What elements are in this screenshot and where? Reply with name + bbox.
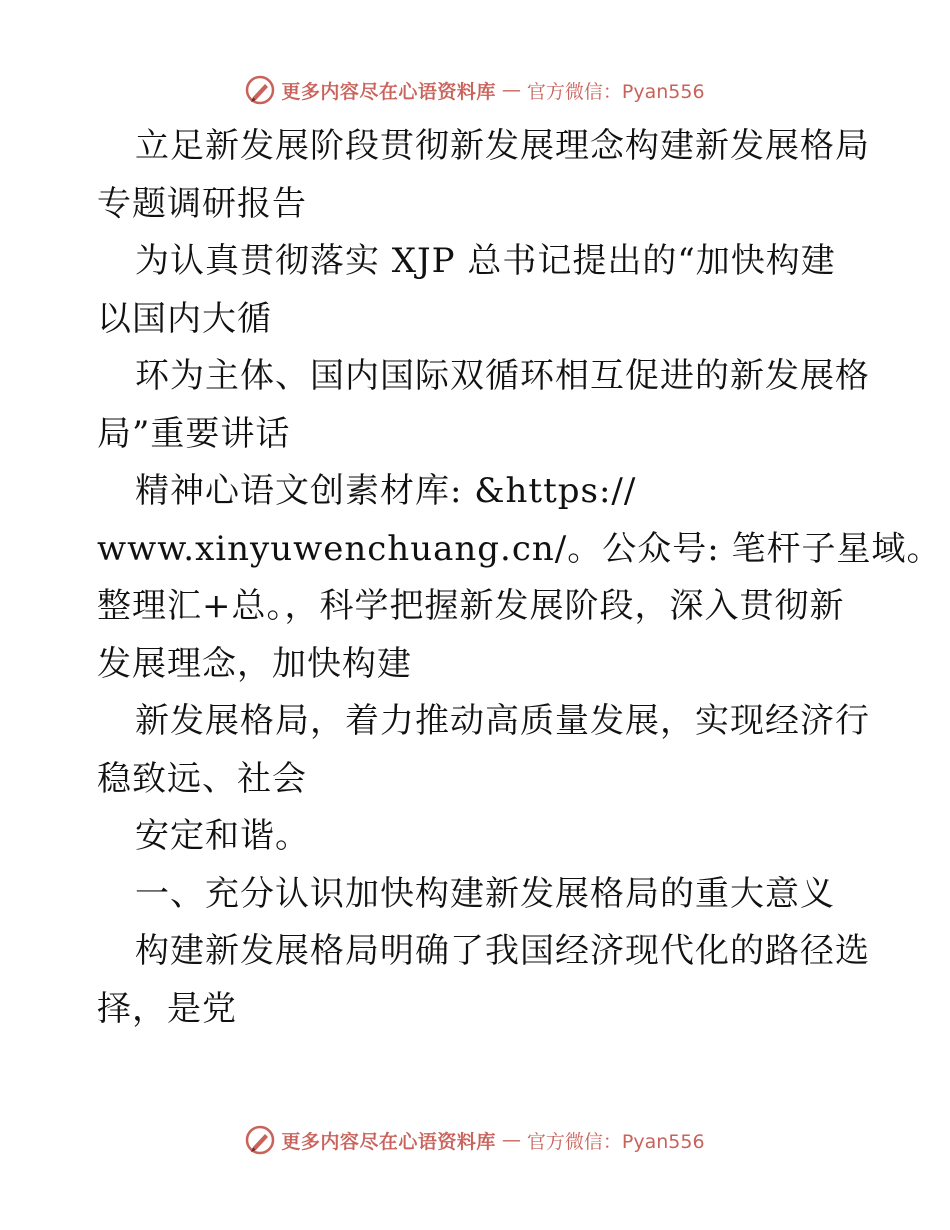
text-line: www.xinyuwenchuang.cn/。公众号: 笔杆子星域。 [97, 528, 942, 569]
watermark-wechat: 官方微信：Pyan556 [526, 80, 705, 103]
watermark-wechat: 官方微信：Pyan556 [526, 1130, 705, 1153]
text-line: 发展理念，加快构建 [97, 643, 412, 684]
text-line: 局”重要讲话 [97, 413, 291, 454]
document-body [97, 118, 942, 1038]
text-line: 稳致远、社会 [97, 758, 307, 799]
text-line: 环为主体、国内国际双循环相互促进的新发展格 [135, 356, 870, 396]
pen-logo-icon [245, 75, 275, 105]
section-heading: 一、充分认识加快构建新发展格局的重大意义 [135, 873, 835, 914]
watermark-text: 更多内容尽在心语资料库 [281, 1130, 496, 1153]
watermark-text: 更多内容尽在心语资料库 [281, 80, 496, 103]
text-line: 择，是党 [97, 988, 237, 1029]
text-line: 构建新发展格局明确了我国经济现代化的路径选 [135, 931, 870, 971]
text-line: 整理汇+总。，科学把握新发展阶段，深入贯彻新 [97, 586, 845, 626]
text-line: 新发展格局，着力推动高质量发展，实现经济行 [135, 701, 870, 741]
watermark-separator: — [501, 79, 521, 101]
text-line: 为认真贯彻落实 XJP 总书记提出的“加快构建 [135, 241, 836, 281]
text-line: 立足新发展阶段贯彻新发展理念构建新发展格局 [135, 126, 870, 166]
text-line: 精神心语文创素材库: &https:// [135, 471, 637, 511]
watermark-separator: — [501, 1129, 521, 1151]
header-watermark [0, 70, 950, 110]
text-line: 安定和谐。 [135, 816, 310, 856]
text-line: 专题调研报告 [97, 183, 307, 224]
footer-watermark [0, 1120, 950, 1160]
pen-logo-icon [245, 1125, 275, 1155]
text-line: 以国内大循 [97, 298, 272, 339]
